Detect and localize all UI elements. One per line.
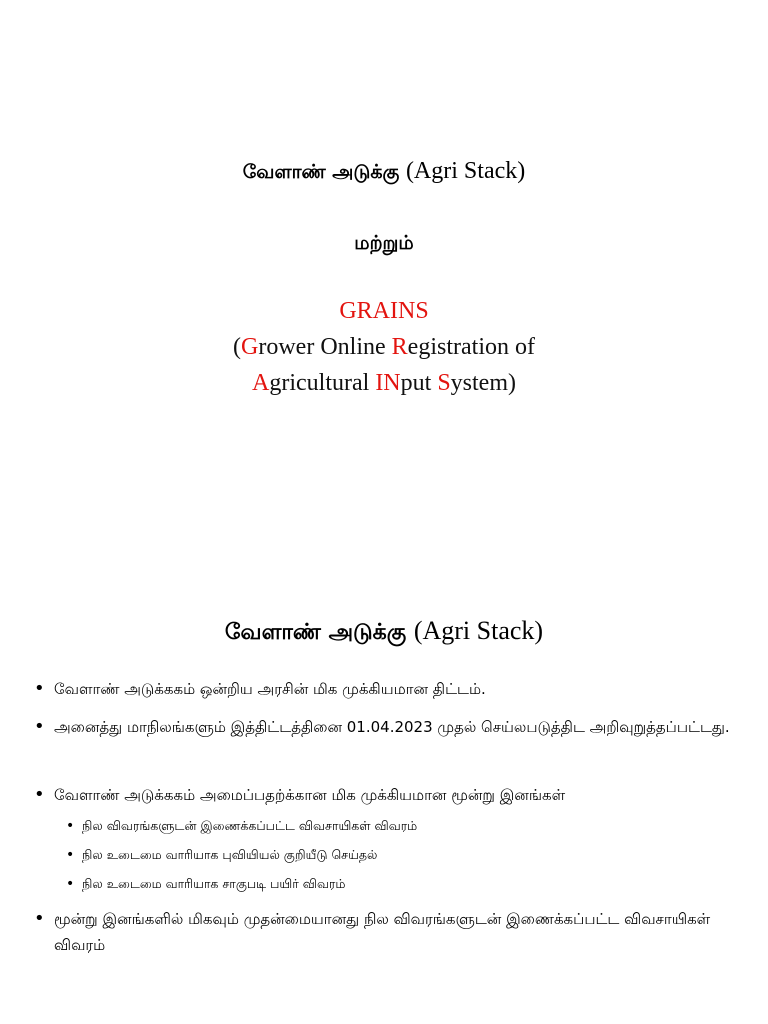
grains-expansion-line-1 [0,334,768,361]
expansion-text: rower Online [258,334,392,360]
expansion-text: gricultural [269,370,376,396]
acronym-letter: IN [375,370,401,396]
acronym-letter: R [391,334,408,360]
and-text: மற்றும் [354,232,414,254]
acronym-letter: S [437,370,451,396]
sub-bullet-list [64,874,682,894]
bullet-item: • அனைத்து மாநிலங்களும் இத்திட்டத்தினை 01.04.2023 முதல் செய்லபடுத்திட அறிவுறுத்தப்பட்டது. [32,714,734,740]
slide1-title-latin: (Agri Stack) [405,158,526,184]
slide2-title [0,616,768,648]
bullet-list [32,676,734,702]
bullet-item: • வேளாண் அடுக்ககம் ஒன்றிய அரசின் மிக முக்கியமான திட்டம். [32,676,734,702]
acronym-letter: A [252,370,270,396]
sub-bullet-list [64,845,682,865]
grains-expansion-line-2 [0,370,768,397]
bullet-list [32,782,734,808]
expansion-text: ( [233,334,242,360]
grains-title: GRAINS [339,298,429,324]
sub-bullet-list [64,816,682,836]
slide2-title-tamil: வேளாண் அடுக்கு [224,620,407,645]
slide1-title [0,158,768,186]
expansion-text: ystem) [450,370,516,396]
bullet-item: • மூன்று இனங்களில் மிகவும் முதன்மையானது நில விவரங்களுடன் இணைக்கப்பட்ட விவசாயிகள் விவரம் [32,906,734,958]
acronym-letter: G [241,334,259,360]
slide1-title-tamil: வேளாண் அடுக்கு [242,161,400,183]
sub-bullet-item: • நில உடைமை வாரியாக புவியியல் குறியீடு செய்தல் [64,845,682,865]
sub-bullet-item: • நில உடைமை வாரியாக சாகுபடி பயிர் விவரம் [64,874,682,894]
expansion-text: egistration of [407,334,535,360]
bullet-list [32,714,734,740]
sub-bullet-item: • நில விவரங்களுடன் இணைக்கப்பட்ட விவசாயிகள் விவரம் [64,816,682,836]
slide2-title-latin: (Agri Stack) [413,616,544,645]
bullet-list [32,906,734,958]
expansion-text: put [400,370,438,396]
bullet-item: • வேளாண் அடுக்ககம் அமைப்பதற்க்கான மிக முக்கியமான மூன்று இனங்கள் [32,782,734,808]
